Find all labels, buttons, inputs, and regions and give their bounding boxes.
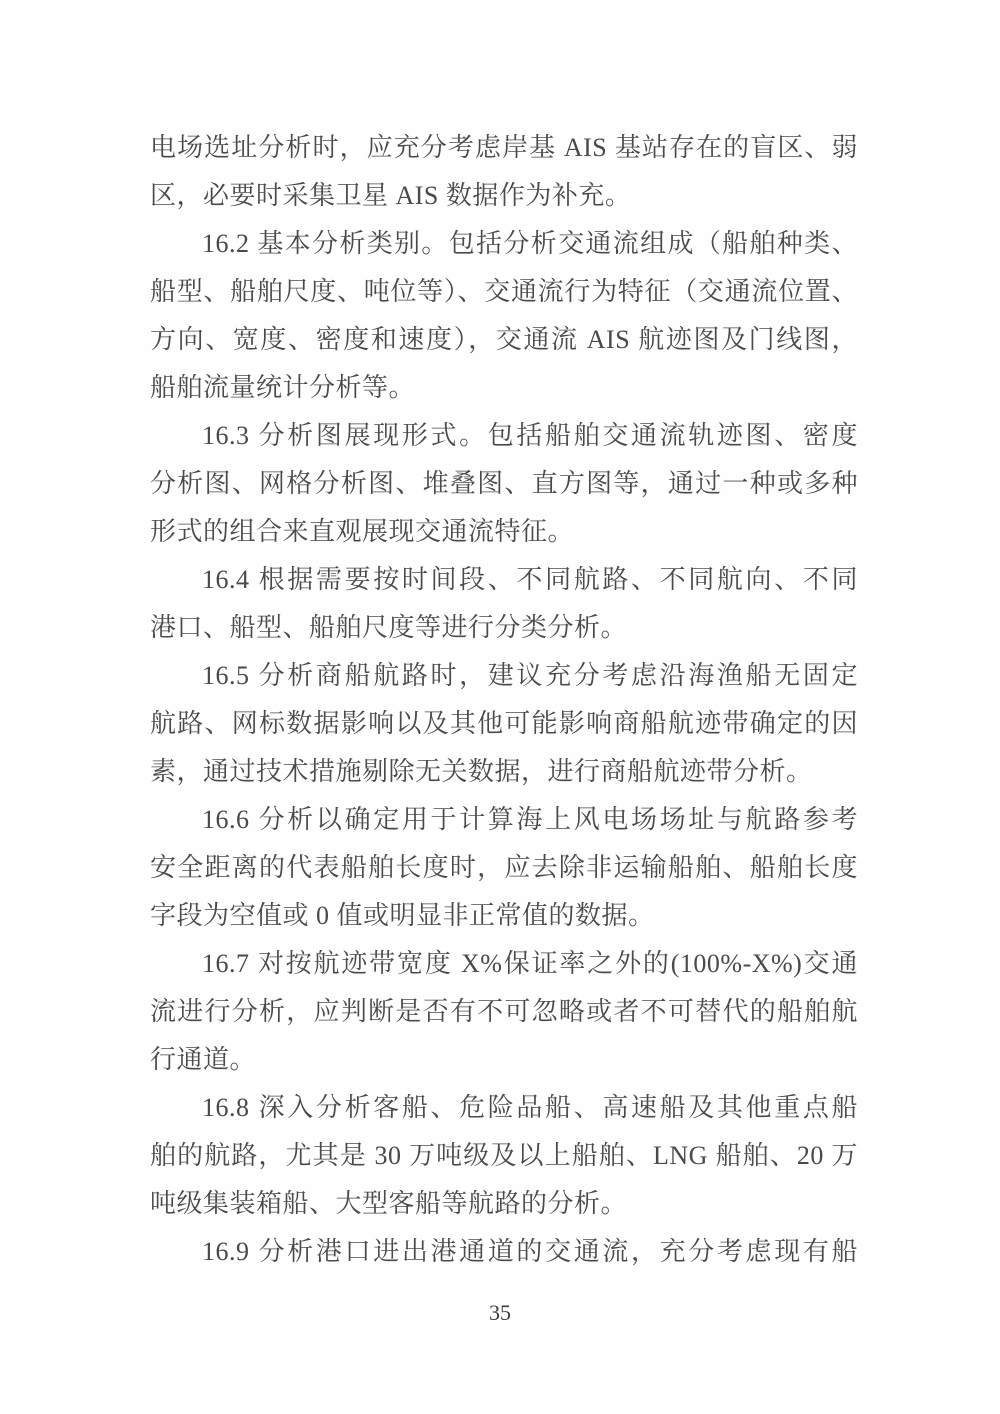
page-number: 35 <box>489 1300 511 1325</box>
text-line-clause-16-4: 16.4 根据需要按时间段、不同航路、不同航向、不同 <box>202 565 858 594</box>
text-line-clause-16-3: 16.3 分析图展现形式。包括船舶交通流轨迹图、密度 <box>202 421 858 450</box>
text-line: 字段为空值或 0 值或明显非正常值的数据。 <box>150 901 655 930</box>
text-line-clause-16-8: 16.8 深入分析客船、危险品船、高速船及其他重点船 <box>202 1093 858 1122</box>
body-text <box>150 124 858 1276</box>
text-line: 船型、船舶尺度、吨位等）、交通流行为特征（交通流位置、 <box>150 277 858 306</box>
text-line: 航路、网标数据影响以及其他可能影响商船航迹带确定的因 <box>150 709 858 738</box>
text-line-clause-16-2: 16.2 基本分析类别。包括分析交通流组成（船舶种类、 <box>202 229 858 258</box>
text-line: 安全距离的代表船舶长度时，应去除非运输船舶、船舶长度 <box>150 853 858 882</box>
text-line: 舶的航路，尤其是 30 万吨级及以上船舶、LNG 船舶、20 万 <box>150 1141 858 1170</box>
text-line: 行通道。 <box>150 1045 257 1074</box>
text-line-clause-16-6: 16.6 分析以确定用于计算海上风电场场址与航路参考 <box>202 805 858 834</box>
text-line: 船舶流量统计分析等。 <box>150 373 416 402</box>
text-line: 分析图、网格分析图、堆叠图、直方图等，通过一种或多种 <box>150 469 858 498</box>
text-line: 形式的组合来直观展现交通流特征。 <box>150 517 575 546</box>
text-line: 素，通过技术措施剔除无关数据，进行商船航迹带分析。 <box>150 757 813 786</box>
text-line: 流进行分析，应判断是否有不可忽略或者不可替代的船舶航 <box>150 997 858 1026</box>
text-line: 电场选址分析时，应充分考虑岸基 AIS 基站存在的盲区、弱 <box>150 133 858 162</box>
text-line-clause-16-9: 16.9 分析港口进出港通道的交通流，充分考虑现有船 <box>202 1237 858 1266</box>
text-line: 区，必要时采集卫星 AIS 数据作为补充。 <box>150 181 632 210</box>
text-line: 港口、船型、船舶尺度等进行分类分析。 <box>150 613 628 642</box>
text-line-clause-16-5: 16.5 分析商船航路时，建议充分考虑沿海渔船无固定 <box>202 661 858 690</box>
text-line-clause-16-7: 16.7 对按航迹带宽度 X%保证率之外的(100%-X%)交通 <box>202 949 858 978</box>
text-line: 方向、宽度、密度和速度），交通流 AIS 航迹图及门线图， <box>150 325 858 354</box>
text-line: 吨级集装箱船、大型客船等航路的分析。 <box>150 1189 628 1218</box>
